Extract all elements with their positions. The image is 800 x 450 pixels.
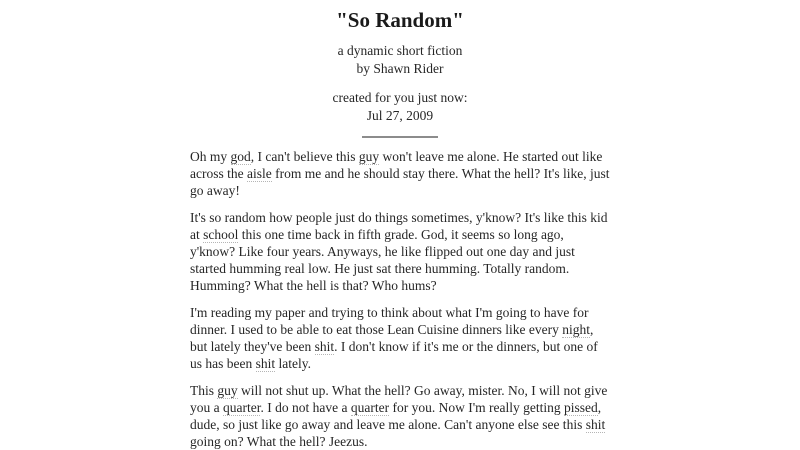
subtitle-block	[190, 42, 610, 78]
dynamic-word[interactable]: guy	[358, 149, 380, 164]
dynamic-word[interactable]: shit	[314, 339, 335, 354]
subtitle: a dynamic short fiction	[337, 43, 463, 58]
dynamic-word[interactable]: school	[203, 227, 239, 242]
dynamic-word[interactable]: quarter	[223, 400, 261, 415]
story-paragraph: It's so random how people just do things sometimes, y'know? It's like this kid at school this one time back in fifth grade. God, it seems so long ago, y'know? Like four years. Anyways, he like flipped out one day and just started humming real low. He just sat there humming. Totally random. Humming? What the hell is that? Who hums?	[190, 210, 608, 293]
dynamic-word[interactable]: guy	[217, 383, 238, 398]
dynamic-word[interactable]: quarter	[350, 400, 390, 415]
page-title: "So Random"	[336, 8, 464, 32]
story-paragraph: I'm reading my paper and trying to think about what I'm going to have for dinner. I used to be able to eat those Lean Cuisine dinners like every night, but lately they've been shit. I don't know if it's me or the dinners, but one of us has been shit lately.	[190, 305, 598, 371]
story	[190, 148, 610, 450]
dynamic-word[interactable]: shit	[255, 356, 276, 371]
dynamic-word[interactable]: shit	[585, 417, 606, 432]
story-paragraph: Oh my god, I can't believe this guy won't leave me alone. He started out like across the aisle from me and he should stay there. What the hell? It's like, just go away!	[190, 149, 610, 198]
created-block	[190, 89, 610, 125]
created-label: created for you just now:	[332, 90, 468, 105]
dynamic-word[interactable]: pissed	[563, 400, 598, 415]
dynamic-word[interactable]: night	[562, 322, 591, 337]
created-date: Jul 27, 2009	[366, 108, 434, 123]
dynamic-word[interactable]: god	[230, 149, 251, 164]
story-paragraph: This guy will not shut up. What the hell? Go away, mister. No, I will not give you a quarter. I do not have a quarter for you. Now I'm really getting pissed, dude, so just like go away and leave me alone. Can't anyone else see this shit going on? What the hell? Jeezus.	[190, 383, 608, 449]
story-column	[190, 0, 610, 450]
dynamic-word[interactable]: aisle	[246, 166, 272, 181]
divider	[362, 136, 438, 138]
byline: by Shawn Rider	[356, 61, 444, 76]
